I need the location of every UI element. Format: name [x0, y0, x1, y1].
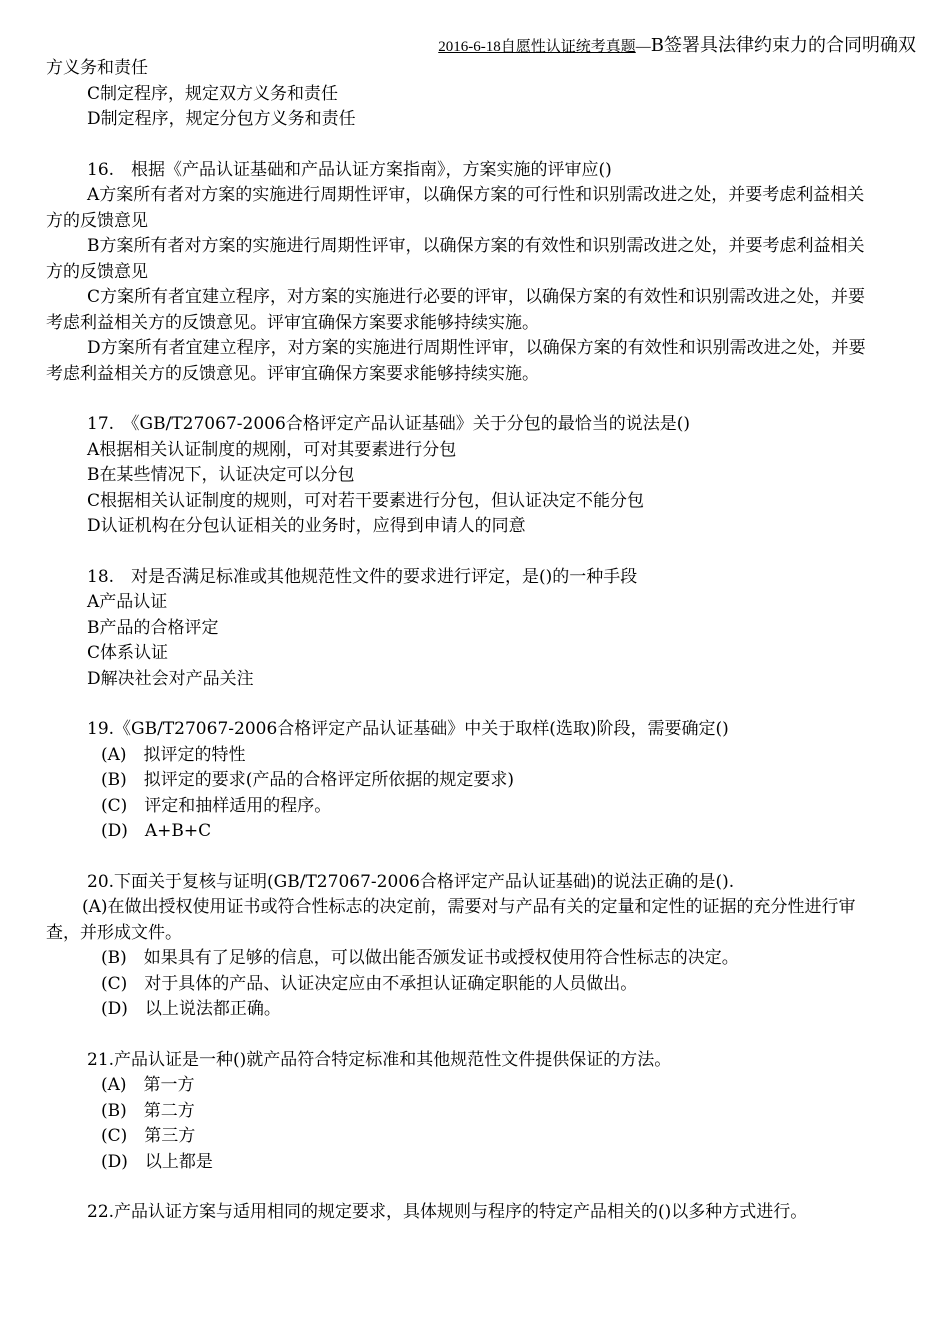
q17-option-d: D认证机构在分包认证相关的业务时，应得到申请人的同意 — [87, 516, 526, 536]
q17-option-a: A根据相关认证制度的规刚，可对其要素进行分包 — [87, 439, 457, 460]
q19-option-c: (C) 评定和抽样适用的程序。 — [101, 795, 332, 816]
question-21: 21.产品认证是一种()就产品符合特定标准和其他规范性文件提供保证的方法。 — [87, 1049, 672, 1070]
question-18: 18. 对是否满足标准或其他规范性文件的要求进行评定，是()的一种手段 — [87, 566, 638, 587]
q16-option-a: A方案所有者对方案的实施进行周期性评审，以确保方案的可行性和识别需改进之处，并要考虑利益相关方的反馈意见 — [46, 185, 865, 231]
q20-option-d: (D) 以上说法都正确。 — [101, 999, 281, 1019]
option-c: C制定程序，规定双方义务和责任 — [87, 83, 339, 104]
header-link[interactable]: 2016-6-18自愿性认证统考真题 — [438, 39, 636, 55]
q18-option-a: A产品认证 — [87, 592, 168, 612]
q21-option-b: (B) 第二方 — [101, 1100, 195, 1121]
q21-option-d: (D) 以上都是 — [101, 1151, 213, 1172]
question-content — [46, 56, 876, 1226]
q20-option-a: (A)在做出授权使用证书或符合性标志的决定前，需要对与产品有关的定量和定性的证据的充分性进行审查，并形成文件。 — [46, 897, 856, 943]
q17-option-c: C根据相关认证制度的规则，可对若干要素进行分包，但认证决定不能分包 — [87, 490, 645, 511]
header-dash: — — [635, 39, 651, 55]
q18-option-d: D解决社会对产品关注 — [87, 668, 254, 689]
question-16: 16. 根据《产品认证基础和产品认证方案指南》，方案实施的评审应() — [87, 159, 612, 180]
question-17: 17. 《GB/T27067-2006合格评定产品认证基础》关于分包的最恰当的说法是() — [87, 414, 691, 434]
q21-option-a: (A) 第一方 — [101, 1075, 195, 1095]
q19-option-b: (B) 拟评定的要求(产品的合格评定所依据的规定要求) — [101, 770, 515, 790]
question-20: 20.下面关于复核与证明(GB/T27067-2006合格评定产品认证基础)的说法正确的是(). — [87, 871, 735, 892]
q16-option-b: B方案所有者对方案的实施进行周期性评审，以确保方案的有效性和识别需改进之处，并要考虑利益相关方的反馈意见 — [46, 236, 865, 282]
continued-text: 方义务和责任 — [46, 58, 148, 78]
header-text: B签署具法律约束力的合同明确双 — [650, 35, 916, 56]
question-22: 22.产品认证方案与适用相同的规定要求，具体规则与程序的特定产品相关的()以多种方式进行。 — [87, 1202, 808, 1222]
q20-option-b: (B) 如果具有了足够的信息，可以做出能否颁发证书或授权使用符合性标志的决定。 — [101, 948, 739, 968]
q17-option-b: B在某些情况下，认证决定可以分包 — [87, 465, 355, 485]
q16-option-c: C方案所有者宜建立程序，对方案的实施进行必要的评审，以确保方案的有效性和识别需改进之处，并要考虑利益相关方的反馈意见。评审宜确保方案要求能够持续实施。 — [46, 287, 866, 333]
q19-option-d: (D) A+B+C — [101, 821, 212, 841]
q20-option-c: (C) 对于具体的产品、认证决定应由不承担认证确定职能的人员做出。 — [101, 973, 638, 994]
option-d: D制定程序，规定分包方义务和责任 — [87, 109, 356, 129]
q18-option-c: C体系认证 — [87, 643, 169, 663]
q19-option-a: (A) 拟评定的特性 — [101, 744, 246, 765]
question-19: 19.《GB/T27067-2006合格评定产品认证基础》中关于取样(选取)阶段，需要确定() — [87, 719, 729, 739]
q16-option-d: D方案所有者宜建立程序，对方案的实施进行周期性评审，以确保方案的有效性和识别需改进之处，并要考虑利益相关方的反馈意见。评审宜确保方案要求能够持续实施。 — [46, 338, 866, 384]
q21-option-c: (C) 第三方 — [101, 1126, 196, 1146]
q18-option-b: B产品的合格评定 — [87, 617, 219, 638]
